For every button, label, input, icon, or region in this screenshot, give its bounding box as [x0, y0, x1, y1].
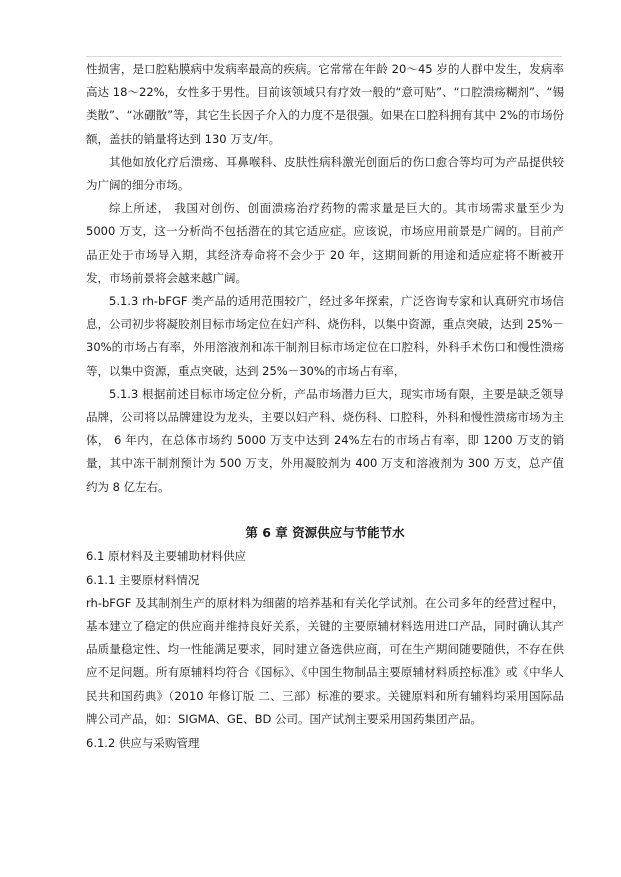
spacer	[86, 499, 564, 521]
paragraph-summary: 综上所述， 我国对创伤、创面溃疡治疗药物的需求量是巨大的。其市场需求量至少为 5000 万支，这一分析尚不包括潜在的其它适应症。应该说，市场应用前景是广阔的。目前产品正处于市场导入期，其经济寿命将不会少于 20 年，这期间新的用途和适应症将不断被开发，市场前景将会越来越广阔。	[86, 201, 564, 285]
paragraph-raw-materials: rh-bFGF 及其制剂生产的原材料为细菌的培养基和有关化学试剂。在公司多年的经营过程中，基本建立了稳定的供应商并维持良好关系，关键的主要原辅材料选用进口产品，同时确认其产品质量稳定性、均一性能满足要求，同时建立备选供应商，可在生产期间随要随供，不存在供应不足问题。所有原辅料均符合《国标》、《中国生物制品主要原辅材料质控标准》或《中华人民共和国药典》（2010 年修订版 二、三部）标准的要求。关键原料和所有辅料均采用国际品牌公司产品，如：SIGMA、GE、BD 公司。国产试剂主要采用国药集团产品。	[86, 595, 564, 726]
paragraph-5-1-3-forecast: 5.1.3 根据前述目标市场定位分析，产品市场潜力巨大，现实市场有限，主要是缺乏领导品牌，公司将以品牌建设为龙头，主要以妇产科、烧伤科、口腔科，外科和慢性溃疡市场为主体， 6 年内，在总体市场约 5000 万支中达到 24%左右的市场占有率，即 1200 万支的销量，其中冻干制剂预计为 500 万支，外用凝胶剂为 400 万支和溶液剂为 300 万支，总产值约为 8 亿左右。	[86, 386, 564, 494]
section-heading-6-1-1: 6.1.1 主要原材料情况	[86, 572, 200, 587]
paragraph-other-segments: 其他如放化疗后溃疡、耳鼻喉科、皮肤性病科激光创面后的伤口愈合等均可为产品提供较为广阔的细分市场。	[86, 154, 564, 193]
paragraph-5-1-3-positioning: 5.1.3 rh-bFGF 类产品的适用范围较广，经过多年探索，广泛咨询专家和认真研究市场信息，公司初步将凝胶剂目标市场定位在妇产科、烧伤科，以集中资源，重点突破，达到 25%－30%的市场占有率，外用溶液剂和冻干制剂目标市场定位在口腔科，外科手术伤口和慢性溃疡等，以集中资源，重点突破，达到 25%－30%的市场占有率，	[86, 294, 564, 378]
section-heading-6-1-2: 6.1.2 供应与采购管理	[86, 736, 200, 751]
section-heading-6-1: 6.1 原材料及主要辅助材料供应	[86, 548, 246, 563]
paragraph-oral-ulcer-market: 性损害，是口腔粘膜病中发病率最高的疾病。它常常在年龄 20～45 岁的人群中发生，发病率高达 18～22%，女性多于男性。目前该领域只有疗效一般的“意可贴”、“口腔溃疡糊剂”、“锡类散”、“冰硼散”等，其它生长因子介入的力度不是很强。如果在口腔科拥有其中 2%的市场份额，盖扶的销量将达到 130 万支/年。	[86, 62, 564, 146]
header-rule	[86, 56, 562, 57]
document-body	[86, 58, 564, 755]
chapter-title: 第 6 章 资源供应与节能节水	[245, 524, 405, 540]
